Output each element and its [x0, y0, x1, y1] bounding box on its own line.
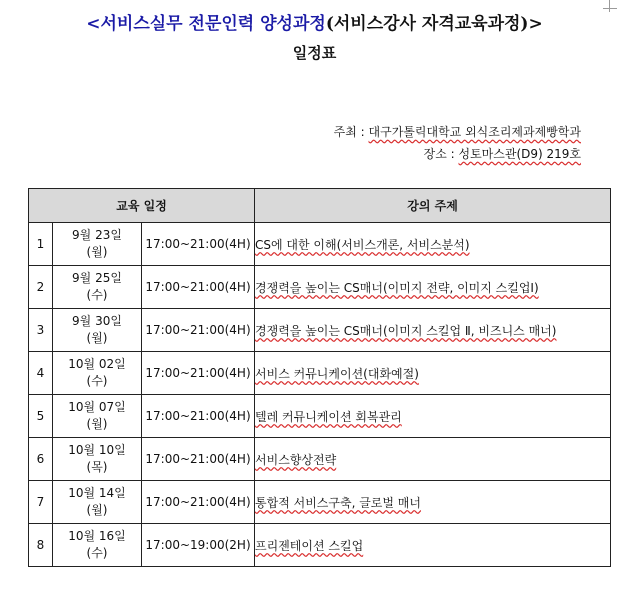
date-text: 10월 07일: [68, 400, 126, 414]
schedule-header: 교육 일정: [29, 189, 255, 223]
weekday-text: (수): [86, 546, 108, 560]
row-topic: 경쟁력을 높이는 CS매너(이미지 전략, 이미지 스킬업Ⅰ): [255, 266, 611, 309]
row-date: [53, 481, 142, 524]
weekday-text: (월): [86, 331, 108, 345]
table-row: [29, 395, 611, 438]
row-date: [53, 438, 142, 481]
location-line: [424, 145, 581, 162]
weekday-text: (수): [86, 374, 108, 388]
row-number: 1: [29, 223, 53, 266]
row-date: [53, 309, 142, 352]
document-title: [0, 9, 629, 34]
table-row: [29, 438, 611, 481]
row-number: 2: [29, 266, 53, 309]
row-time: 17:00~21:00(4H): [142, 309, 255, 352]
row-topic: 서비스향상전략: [255, 438, 611, 481]
date-text: 10월 16일: [68, 529, 126, 543]
row-topic: 통합적 서비스구축, 글로벌 매너: [255, 481, 611, 524]
row-number: 3: [29, 309, 53, 352]
topic-header: 강의 주제: [255, 189, 611, 223]
row-number: 5: [29, 395, 53, 438]
weekday-text: (월): [86, 245, 108, 259]
row-time: 17:00~21:00(4H): [142, 352, 255, 395]
row-date: [53, 223, 142, 266]
location-label: 장소 :: [423, 147, 455, 161]
row-date: [53, 266, 142, 309]
row-time: 17:00~21:00(4H): [142, 481, 255, 524]
table-row: [29, 352, 611, 395]
row-date: [53, 524, 142, 567]
weekday-text: (목): [86, 460, 108, 474]
row-topic: 서비스 커뮤니케이션(대화예절): [255, 352, 611, 395]
document-title-sub: (서비스강사 자격교육과정)>: [325, 14, 543, 34]
table-row: [29, 481, 611, 524]
weekday-text: (월): [86, 503, 108, 517]
document-title-main: <서비스실무 전문인력 양성과정: [86, 14, 326, 34]
row-date: [53, 395, 142, 438]
row-topic: 프리젠테이션 스킬업: [255, 524, 611, 567]
schedule-header-row: [29, 189, 611, 223]
organizer-label: 주최 :: [333, 125, 365, 139]
table-row: [29, 524, 611, 567]
organizer-value: 대구가톨릭대학교 외식조리제과제빵학과: [368, 125, 581, 139]
table-row: [29, 223, 611, 266]
row-time: 17:00~21:00(4H): [142, 395, 255, 438]
row-time: 17:00~19:00(2H): [142, 524, 255, 567]
date-text: 9월 23일: [72, 228, 122, 242]
row-topic: 텔레 커뮤니케이션 회복관리: [255, 395, 611, 438]
organizer-line: [334, 123, 581, 140]
row-time: 17:00~21:00(4H): [142, 223, 255, 266]
document-subtitle: 일정표: [292, 44, 337, 62]
weekday-text: (월): [86, 417, 108, 431]
row-number: 6: [29, 438, 53, 481]
row-topic: 경쟁력을 높이는 CS매너(이미지 스킬업 Ⅱ, 비즈니스 매너): [255, 309, 611, 352]
date-text: 10월 02일: [68, 357, 126, 371]
row-time: 17:00~21:00(4H): [142, 266, 255, 309]
weekday-text: (수): [86, 288, 108, 302]
date-text: 9월 25일: [72, 271, 122, 285]
row-time: 17:00~21:00(4H): [142, 438, 255, 481]
row-topic: CS에 대한 이해(서비스개론, 서비스분석): [255, 223, 611, 266]
date-text: 9월 30일: [72, 314, 122, 328]
row-number: 4: [29, 352, 53, 395]
date-text: 10월 14일: [68, 486, 126, 500]
row-date: [53, 352, 142, 395]
schedule-table: [28, 188, 611, 567]
date-text: 10월 10일: [68, 443, 126, 457]
row-number: 8: [29, 524, 53, 567]
table-row: [29, 309, 611, 352]
table-row: [29, 266, 611, 309]
location-value: 성토마스관(D9) 219호: [458, 147, 581, 161]
row-number: 7: [29, 481, 53, 524]
